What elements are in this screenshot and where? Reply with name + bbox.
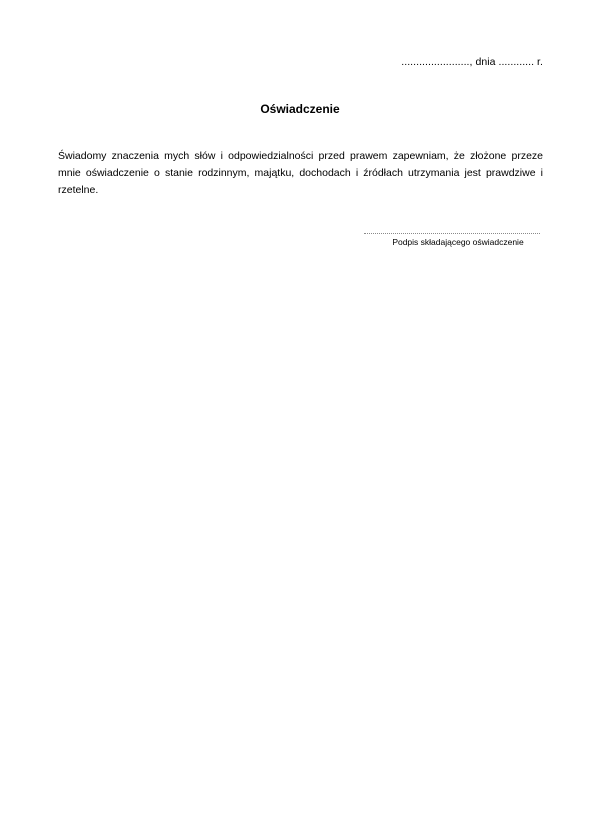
signature-label: Podpis składającego oświadczenie <box>392 237 524 247</box>
signature-line <box>364 233 540 234</box>
declaration-text: Świadomy znaczenia mych słów i odpowiedzialności przed prawem zapewniam, że złożone przeze mnie oświadczenie o stanie rodzinnym, majątku, dochodach i źródłach utrzymania jest prawdziwe i rzetelne. <box>58 150 543 196</box>
document-title: Oświadczenie <box>260 102 340 116</box>
date-line: ......................., dnia ............ r. <box>401 56 543 68</box>
